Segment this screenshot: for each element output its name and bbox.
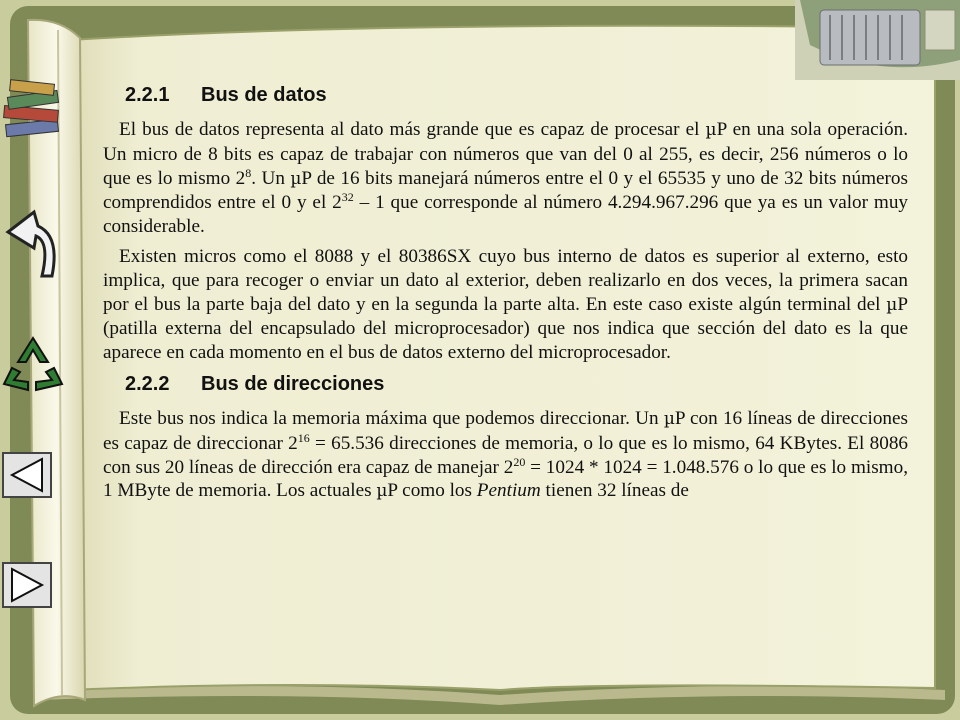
section-title: Bus de datos	[201, 84, 327, 106]
paragraph: Este bus nos indica la memoria máxima que podemos direccionar. Un µP con 16 líneas de direcciones es capaz de direccionar $2^{16} = 65.536$ direcciones de memoria, o lo que es lo mismo, 64 KBytes. El 8086 con sus 20 líneas de dirección era capaz de manejar $2^{20} = 1024 * 1024 = 1.048.576$ o lo que es lo mismo, 1 MByte de memoria. Los actuales µP como los Pentium tienen 32 líneas de	[103, 407, 909, 502]
section-number: 2.2.2	[125, 372, 170, 395]
section-heading-bus-de-datos	[103, 82, 908, 108]
paragraph: El bus de datos representa al dato más grande que es capaz de procesar el µP en una sola operación. Un micro de 8 bits es capaz de trabajar con números que van del 0 al 255, es decir, 256 números o lo que es lo mismo $2^8$. Un µP de 16 bits manejará números entre el 0 y el 65535 y uno de 32 bits números comprendidos entre el 0 y el $2^{32} - 1$ que corresponde al número 4.294.967.296 que ya es un valor muy considerable.	[103, 119, 909, 238]
return-icon[interactable]	[4, 206, 62, 282]
recycle-icon[interactable]	[0, 334, 66, 394]
previous-icon[interactable]	[2, 452, 52, 498]
section-number: 2.2.1	[125, 84, 170, 106]
section-title: Bus de direcciones	[201, 372, 385, 395]
microchip-picture	[795, 0, 960, 80]
paragraph: Existen micros como el 8088 y el 80386SX cuyo bus interno de datos es superior al externo, esto implica, que para recoger o enviar un dato al exterior, deben realizarlo en dos veces, la primera sacan por el bus la parte baja del dato y en la segunda la parte alta. En este caso existe algún terminal del µP (patilla externa del encapsulado del microprocesador) que nos indica que sección del dato es la que aparece en cada momento en el bus de datos externo del microprocesador.	[103, 245, 908, 364]
section-heading-bus-de-direcciones	[103, 371, 908, 397]
next-icon[interactable]	[2, 562, 52, 608]
books-icon[interactable]	[0, 78, 64, 144]
document-content	[103, 82, 908, 510]
